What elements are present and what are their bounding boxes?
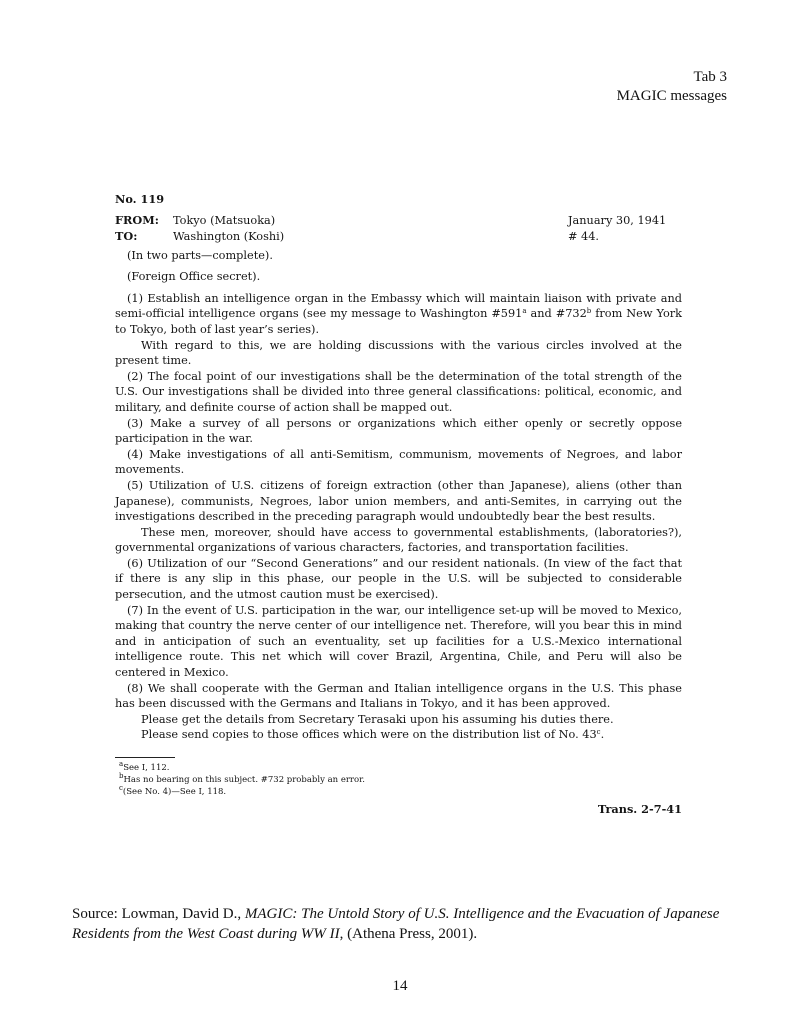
message-number: No. 119 xyxy=(115,192,165,206)
paragraph-5: (5) Utilization of U.S. citizens of foreign extraction (other than Japanese), aliens (other than Japanese), communists, Negroes, labor union members, and anti-Semites, in carrying out the investigations described in the preceding paragraph would undoubtedly bear the best results. xyxy=(115,478,682,524)
header-subtitle: MAGIC messages xyxy=(616,88,727,104)
to-label: TO: xyxy=(115,228,138,243)
paragraph-1: (1) Establish an intelligence organ in the Embassy which will maintain liaison with private and semi-official intelligence organs (see my message to Washington #591$^a$ and #732$^b$ from New York to Tokyo, both of last year’s series). xyxy=(115,291,683,336)
translation-date: Trans. 2-7-41 xyxy=(597,802,682,816)
source-title: MAGIC: The Untold Story of U.S. Intelligence and the Evacuation of Japanese Residents from the West Coast during WW II xyxy=(72,906,720,942)
source-citation: Source: Lowman, David D., MAGIC: The Untold Story of U.S. Intelligence and the Evacuation of Japanese Residents from the West Coast during WW II, (Athena Press, 2001). xyxy=(72,906,720,942)
paragraph-1b: With regard to this, we are holding discussions with the various circles involved at the present time. xyxy=(115,338,682,368)
footnote: $^a$See I, 112. xyxy=(119,760,170,773)
footnote: $^c$(See No. 4)—See I, 118. xyxy=(119,784,227,797)
from-label: FROM: xyxy=(115,212,159,227)
tab-label: Tab 3 xyxy=(693,69,727,85)
paragraph-4: (4) Make investigations of all anti-Semitism, communism, movements of Negroes, and labor movements. xyxy=(115,447,682,477)
secrecy-note: (Foreign Office secret). xyxy=(127,270,261,284)
paragraph-3: (3) Make a survey of all persons or organizations which either openly or secretly oppose participation in the war. xyxy=(115,416,682,446)
magic-message xyxy=(115,192,682,818)
to-value: Washington (Koshi) xyxy=(173,229,285,243)
from-value: Tokyo (Matsuoka) xyxy=(173,213,276,227)
footnotes xyxy=(115,762,682,798)
routing-block xyxy=(115,213,682,245)
paragraph-2: (2) The focal point of our investigations shall be the determination of the total strength of the U.S. Our investigations shall be divided into three general classifications: political, economic, and military, and definite course of action shall be mapped out. xyxy=(115,369,682,414)
paragraph-8b: Please get the details from Secretary Terasaki upon his assuming his duties there. xyxy=(141,712,614,726)
message-date: January 30, 1941 xyxy=(568,213,667,227)
footnote: $^b$Has no bearing on this subject. #732 probably an error. xyxy=(119,772,365,785)
paragraph-7: (7) In the event of U.S. participation in the war, our intelligence set-up will be moved to Mexico, making that country the nerve center of our intelligence net. Therefore, will you bear this in mind and in anticipation of such an eventuality, set up facilities for a U.S.-Mexico international intelligence route. This net which will cover Brazil, Argentina, Chile, and Peru will also be centered in Mexico. xyxy=(115,603,682,680)
page-header xyxy=(617,68,727,106)
page-number: 14 xyxy=(392,978,408,994)
paragraph-8c: Please send copies to those offices which were on the distribution list of No. 43$^c$. xyxy=(141,728,605,742)
footnote-divider xyxy=(115,757,175,758)
parts-note: (In two parts—complete). xyxy=(127,248,273,262)
paragraph-6: (6) Utilization of our “Second Generations” and our resident nationals. (In view of the fact that if there is any slip in this phase, our people in the U.S. will be subjected to considerable persecution, and the utmost caution must be exercised). xyxy=(115,556,682,602)
message-ref: # 44. xyxy=(568,229,600,243)
paragraph-5b: These men, moreover, should have access to governmental establishments, (laboratories?), governmental organizations of various characters, factories, and transportation facilities. xyxy=(115,525,682,555)
paragraph-8: (8) We shall cooperate with the German and Italian intelligence organs in the U.S. This phase has been discussed with the Germans and Italians in Tokyo, and it has been approved. xyxy=(115,681,682,711)
